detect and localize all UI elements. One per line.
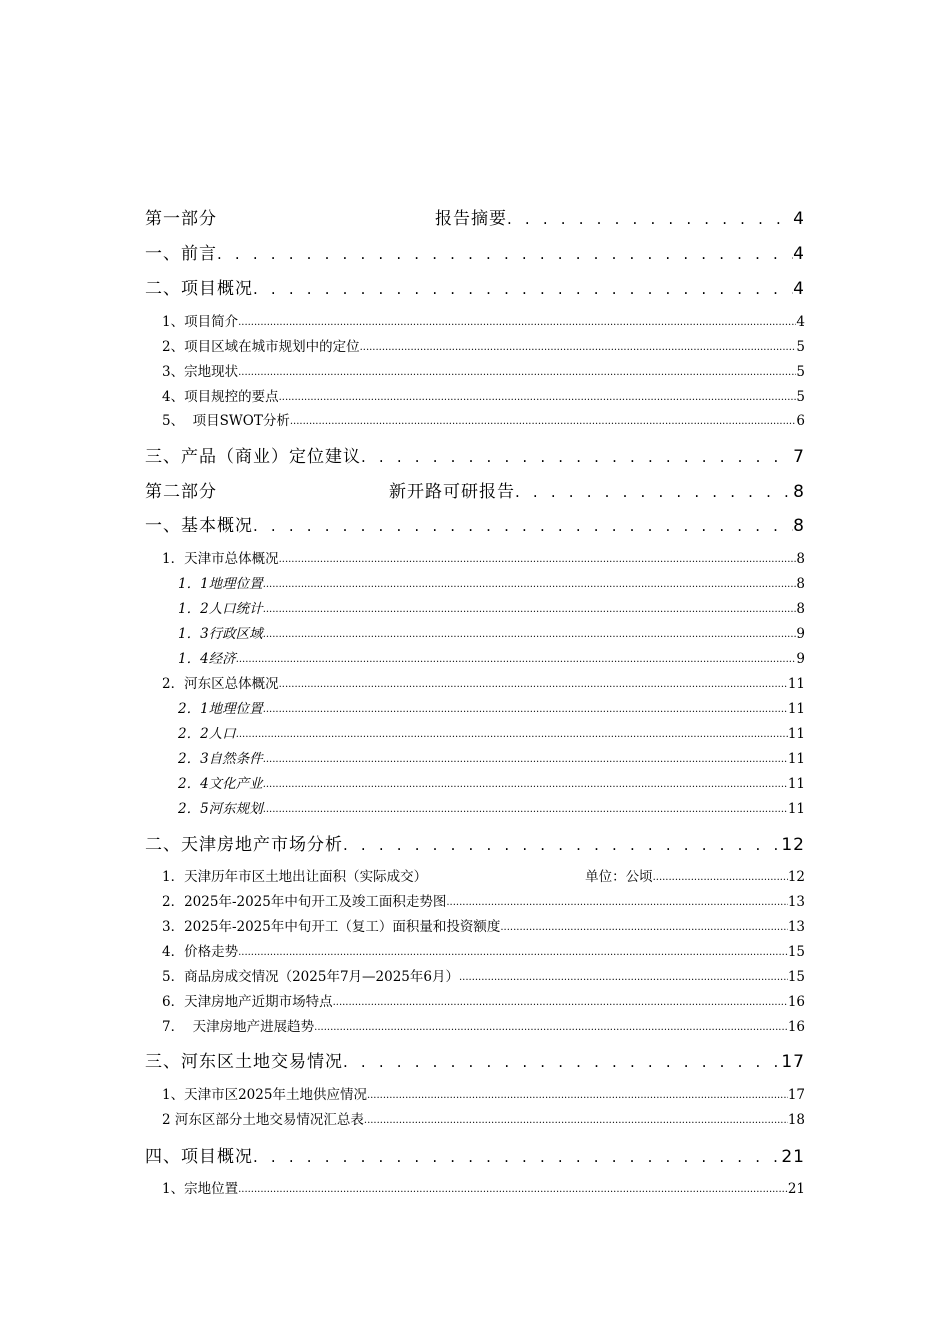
dot-leader <box>459 971 788 985</box>
toc-entry <box>162 992 805 1010</box>
dot-leader <box>253 279 793 299</box>
toc-entry-title: 第二部分 <box>145 482 217 502</box>
toc-entry-title: 第一部分 <box>145 209 217 229</box>
toc-entry-title: 2．4文化产业 <box>178 776 263 792</box>
toc-entry-page: 8 <box>793 482 805 502</box>
toc-entry <box>145 443 805 467</box>
toc-entry-title: 1．2人口统计 <box>178 601 263 617</box>
toc-entry-title: 3．2025年-2025年中旬开工（复工）面积量和投资额度 <box>162 919 501 935</box>
dot-leader <box>343 1052 781 1072</box>
toc-entry <box>145 1143 805 1167</box>
toc-entry <box>178 774 805 792</box>
dot-leader <box>263 628 797 642</box>
toc-entry-subtitle: 新开路可研报告 <box>389 482 515 502</box>
toc-entry <box>162 1017 805 1035</box>
toc-entry <box>145 1048 805 1072</box>
toc-entry-page: 6 <box>796 413 805 429</box>
toc-entry-title: 1．天津历年市区土地出让面积（实际成交） <box>162 869 428 885</box>
toc-entry-page: 12 <box>787 869 805 885</box>
dot-leader <box>253 1147 781 1167</box>
toc-entry-page: 11 <box>787 726 805 742</box>
toc-entry-title: 三、产品（商业）定位建议 <box>145 447 361 467</box>
dot-leader <box>279 678 788 692</box>
toc-entry-title: 5、 项目SWOT分析 <box>162 413 290 429</box>
dot-leader <box>238 946 788 960</box>
dot-leader <box>314 1021 788 1035</box>
toc-entry-title: 1．4经济 <box>178 651 236 667</box>
toc-entry-title: 1．3行政区域 <box>178 626 263 642</box>
toc-entry <box>162 1085 805 1103</box>
toc-entry-page: 11 <box>787 776 805 792</box>
toc-entry-page: 12 <box>781 835 805 855</box>
toc-entry-title: 2．2025年-2025年中旬开工及竣工面积走势图 <box>162 894 447 910</box>
toc-entry-page: 21 <box>781 1147 805 1167</box>
toc-entry <box>162 337 805 355</box>
toc-entry-title: 1、宗地位置 <box>162 1181 239 1197</box>
toc-entry <box>178 574 805 592</box>
toc-entry <box>162 867 805 885</box>
toc-entry-page: 15 <box>787 944 805 960</box>
toc-entry <box>162 942 805 960</box>
toc-entry-title: 5．商品房成交情况（2025年7月—2025年6月） <box>162 969 459 985</box>
toc-entry <box>145 275 805 299</box>
toc-entry-page: 11 <box>787 676 805 692</box>
toc-entry-title: 4．价格走势 <box>162 944 239 960</box>
toc-entry-page: 13 <box>787 894 805 910</box>
toc-entry-title: 1．天津市总体概况 <box>162 551 279 567</box>
toc-entry-page: 5 <box>796 389 805 405</box>
toc-entry-title: 2．5河东规划 <box>178 801 263 817</box>
toc-entry-title: 四、项目概况 <box>145 1147 253 1167</box>
toc-entry-page: 5 <box>796 364 805 380</box>
toc-entry-page: 16 <box>787 1019 805 1035</box>
toc-entry <box>178 799 805 817</box>
toc-entry-part2 <box>145 478 805 502</box>
dot-leader <box>236 728 788 742</box>
dot-leader <box>367 1089 788 1103</box>
toc-entry <box>162 312 805 330</box>
dot-leader <box>515 482 793 502</box>
toc-entry <box>162 892 805 910</box>
dot-leader <box>507 209 793 229</box>
toc-entry-page: 9 <box>796 651 805 667</box>
dot-leader <box>290 415 797 429</box>
toc-entry <box>162 917 805 935</box>
dot-leader <box>500 921 787 935</box>
toc-entry-page: 7 <box>793 447 805 467</box>
toc-entry-page: 4 <box>793 279 805 299</box>
dot-leader <box>263 603 797 617</box>
dot-leader <box>263 803 788 817</box>
dot-leader <box>263 778 788 792</box>
toc-entry-title: 3、宗地现状 <box>162 364 239 380</box>
toc-entry-page: 11 <box>787 801 805 817</box>
dot-leader <box>263 703 788 717</box>
toc-entry-page: 4 <box>793 244 805 264</box>
toc-entry-subtitle: 报告摘要 <box>435 209 507 229</box>
toc-entry-title: 7． 天津房地产进展趋势 <box>162 1019 315 1035</box>
toc-entry <box>178 624 805 642</box>
toc-entry-title: 2．1地理位置 <box>178 701 263 717</box>
toc-entry-page: 18 <box>787 1112 805 1128</box>
toc-entry-title: 2、项目区域在城市规划中的定位 <box>162 339 360 355</box>
dot-leader <box>236 653 797 667</box>
toc-entry-page: 4 <box>796 314 805 330</box>
toc-entry-page: 8 <box>796 576 805 592</box>
toc-entry <box>162 967 805 985</box>
toc-entry-title: 1、天津市区2025年土地供应情况 <box>162 1087 367 1103</box>
toc-entry-title: 二、项目概况 <box>145 279 253 299</box>
toc-entry-title: 4、项目规控的要点 <box>162 389 279 405</box>
toc-entry-part1 <box>145 205 805 229</box>
dot-leader <box>364 1114 788 1128</box>
dot-leader <box>279 553 797 567</box>
toc-entry-title: 三、河东区土地交易情况 <box>145 1052 343 1072</box>
dot-leader <box>238 1183 788 1197</box>
toc-entry-title: 1、项目简介 <box>162 314 239 330</box>
dot-leader <box>238 316 796 330</box>
toc-entry <box>162 387 805 405</box>
toc-entry-page: 11 <box>787 751 805 767</box>
toc-entry-page: 9 <box>796 626 805 642</box>
dot-leader <box>343 835 781 855</box>
toc-entry-title: 一、前言 <box>145 244 217 264</box>
toc-entry-title: 2 河东区部分土地交易情况汇总表 <box>162 1112 364 1128</box>
toc-entry-page: 11 <box>787 701 805 717</box>
toc-entry <box>145 240 805 264</box>
toc-entry <box>162 674 805 692</box>
dot-leader <box>238 366 796 380</box>
toc-entry-page: 8 <box>793 516 805 536</box>
toc-entry-page: 8 <box>796 601 805 617</box>
toc-entry <box>162 411 805 429</box>
toc-entry-page: 15 <box>787 969 805 985</box>
toc-entry-title: 二、天津房地产市场分析 <box>145 835 343 855</box>
toc-entry <box>178 749 805 767</box>
toc-entry-unit: 单位：公顷 <box>585 869 653 885</box>
toc-entry-title: 一、基本概况 <box>145 516 253 536</box>
toc-entry <box>145 831 805 855</box>
dot-leader <box>279 391 797 405</box>
dot-leader <box>253 516 793 536</box>
toc-entry-title: 1．1地理位置 <box>178 576 263 592</box>
toc-entry-page: 5 <box>796 339 805 355</box>
toc-entry <box>145 512 805 536</box>
toc-entry-page: 13 <box>787 919 805 935</box>
dot-leader <box>263 753 788 767</box>
toc-entry <box>162 549 805 567</box>
dot-leader <box>360 341 797 355</box>
toc-entry <box>178 599 805 617</box>
toc-entry <box>178 699 805 717</box>
toc-entry-page: 17 <box>787 1087 805 1103</box>
toc-entry-page: 4 <box>793 209 805 229</box>
toc-entry-title: 2．3自然条件 <box>178 751 263 767</box>
dot-leader <box>446 896 787 910</box>
dot-leader <box>217 244 793 264</box>
toc-entry <box>178 724 805 742</box>
toc-entry <box>162 1179 805 1197</box>
toc-entry-page: 21 <box>787 1181 805 1197</box>
toc-entry-page: 16 <box>787 994 805 1010</box>
toc-entry-title: 2．河东区总体概况 <box>162 676 279 692</box>
dot-leader <box>361 447 793 467</box>
toc-entry <box>178 649 805 667</box>
toc-entry-title: 6．天津房地产近期市场特点 <box>162 994 333 1010</box>
toc-entry <box>162 1110 805 1128</box>
toc-entry-page: 8 <box>796 551 805 567</box>
dot-leader <box>263 578 797 592</box>
toc-entry <box>162 362 805 380</box>
toc-entry-title: 2．2人口 <box>178 726 236 742</box>
dot-leader <box>653 871 788 885</box>
toc-entry-page: 17 <box>781 1052 805 1072</box>
dot-leader <box>333 996 788 1010</box>
